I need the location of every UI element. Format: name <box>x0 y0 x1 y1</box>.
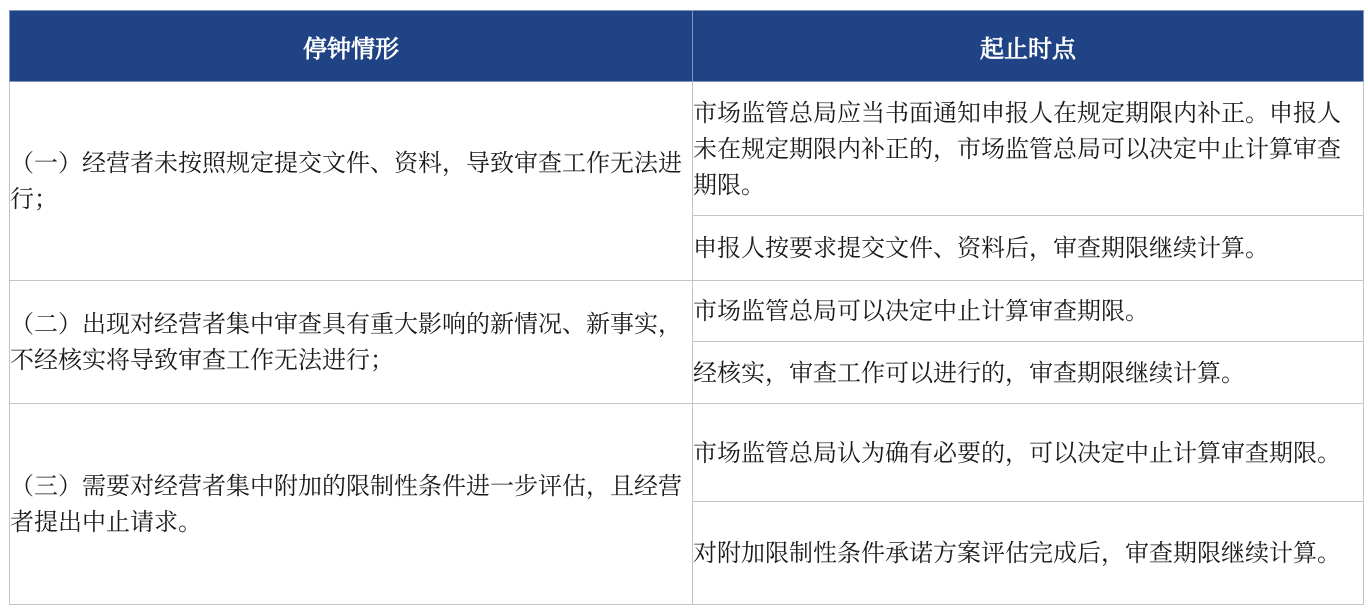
condition-cell-2: （二）出现对经营者集中审查具有重大影响的新情况、新事实，不经核实将导致审查工作无法进行； <box>10 281 693 404</box>
table-row <box>10 82 1364 216</box>
outcome-cell-2a: 市场监管总局可以决定中止计算审查期限。 <box>693 281 1364 342</box>
outcome-cell-3a: 市场监管总局认为确有必要的，可以决定中止计算审查期限。 <box>693 404 1364 502</box>
header-period: 起止时点 <box>693 11 1364 82</box>
header-situation: 停钟情形 <box>10 11 693 82</box>
condition-cell-3: （三）需要对经营者集中附加的限制性条件进一步评估，且经营者提出中止请求。 <box>10 404 693 605</box>
stop-clock-table <box>9 10 1364 605</box>
table-row <box>10 281 1364 342</box>
outcome-cell-1b: 申报人按要求提交文件、资料后，审查期限继续计算。 <box>693 216 1364 281</box>
outcome-cell-1a: 市场监管总局应当书面通知申报人在规定期限内补正。申报人未在规定期限内补正的，市场监管总局可以决定中止计算审查期限。 <box>693 82 1364 216</box>
condition-cell-1: （一）经营者未按照规定提交文件、资料，导致审查工作无法进行； <box>10 82 693 281</box>
header-row <box>10 11 1364 82</box>
outcome-cell-2b: 经核实，审查工作可以进行的，审查期限继续计算。 <box>693 342 1364 404</box>
outcome-cell-3b: 对附加限制性条件承诺方案评估完成后，审查期限继续计算。 <box>693 502 1364 605</box>
table-row <box>10 404 1364 502</box>
